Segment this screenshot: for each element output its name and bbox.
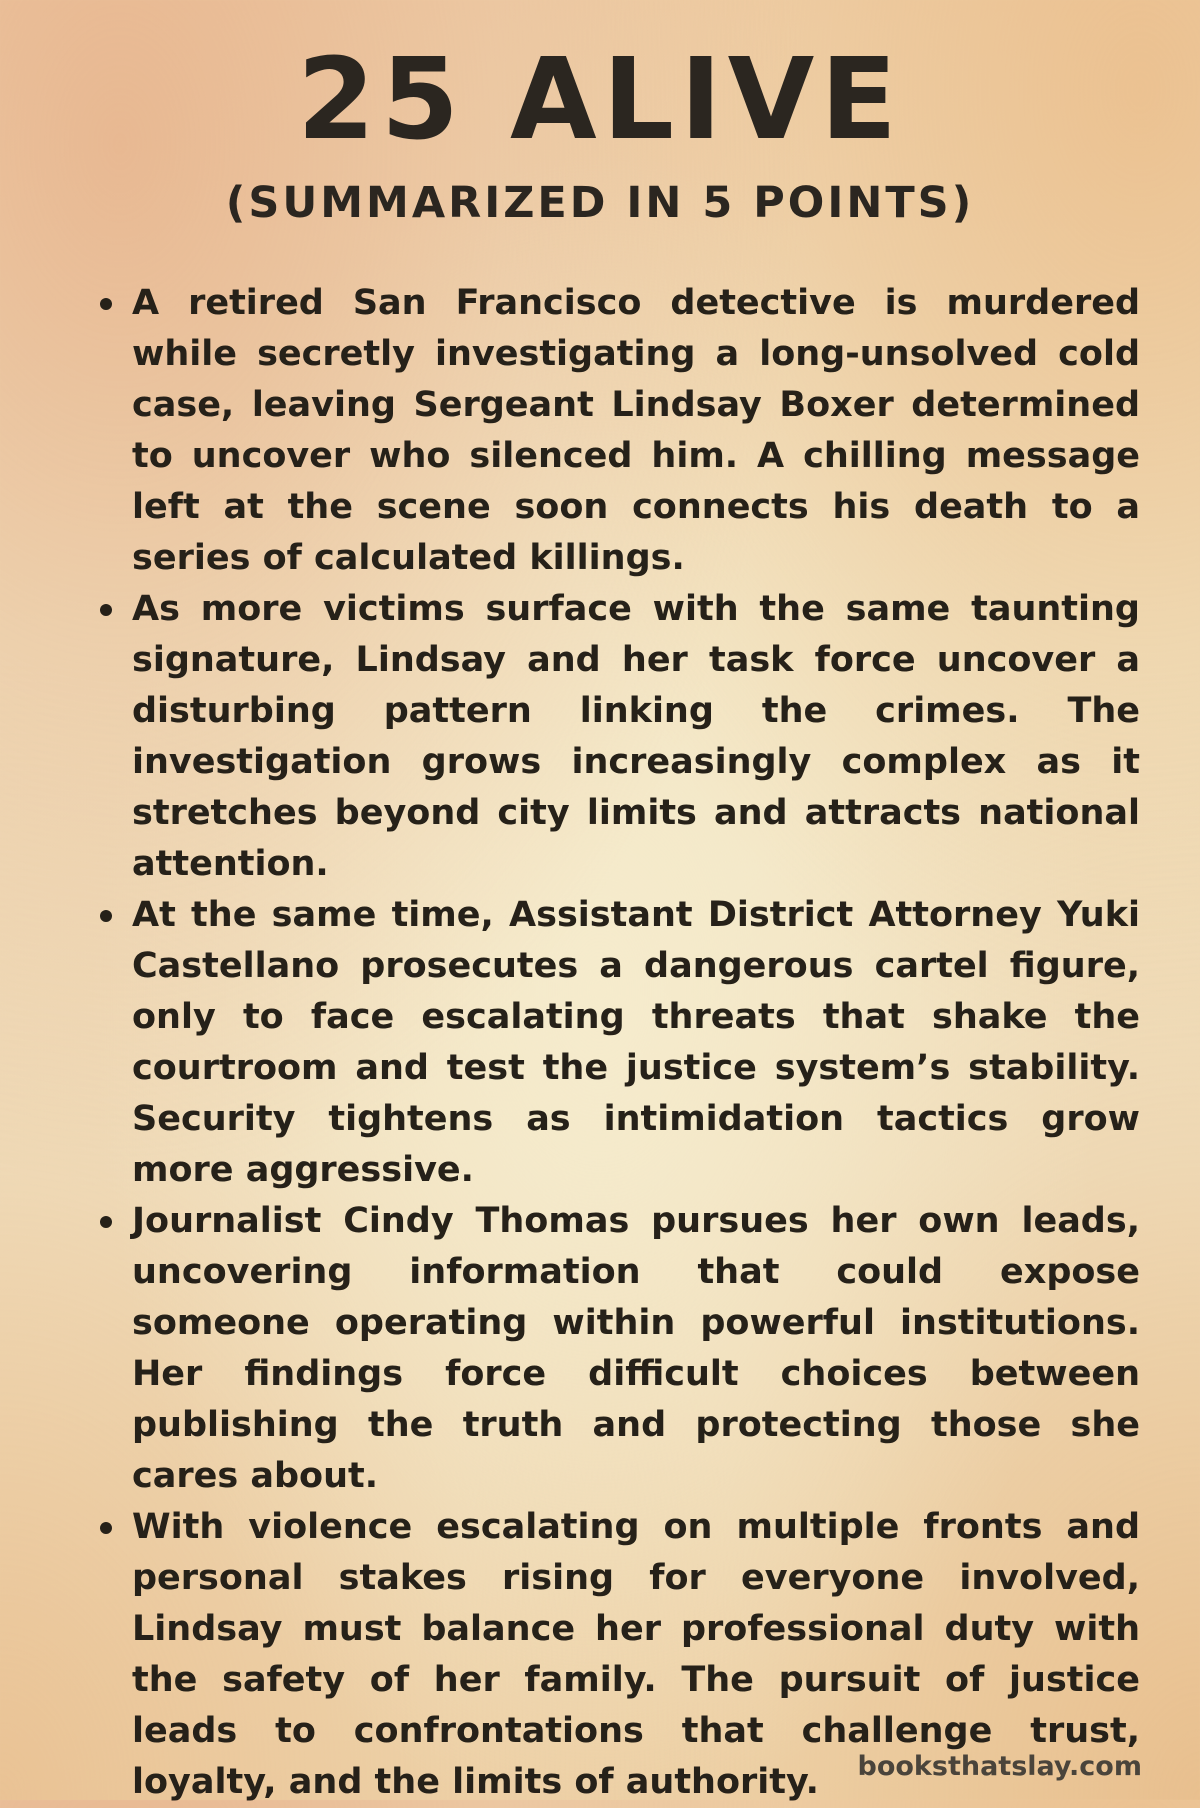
summary-point-2 (96, 584, 1140, 890)
summary-point-text: At the same time, Assistant District Attorney Yuki Castellano prosecutes a dangerous cartel figure, only to face escalating threats that shake the courtroom and test the justice system’s stability. Security tightens as intimidation tactics grow more aggressive. (132, 895, 1140, 1190)
site-credit: booksthatslay.com (857, 1751, 1142, 1782)
summary-point-3 (96, 890, 1140, 1196)
page-subtitle: (SUMMARIZED IN 5 POINTS) (225, 178, 975, 228)
summary-point-text: Journalist Cindy Thomas pursues her own leads, uncovering information that could expose someone operating within powerful institutions. Her findings force difficult choices between publishing the truth and protecting those she cares about. (132, 1201, 1140, 1496)
page-title: 25 ALIVE (297, 35, 903, 165)
summary-points-list (96, 278, 1140, 1808)
bullet-icon (100, 604, 112, 616)
bullet-icon (100, 1522, 112, 1534)
bullet-icon (100, 1216, 112, 1228)
summary-point-text: As more victims surface with the same taunting signature, Lindsay and her task force uncover a disturbing pattern linking the crimes. The investigation grows increasingly complex as it stretches beyond city limits and attracts national attention. (132, 589, 1140, 884)
bullet-icon (100, 298, 112, 310)
bullet-icon (100, 910, 112, 922)
summary-point-text: With violence escalating on multiple fronts and personal stakes rising for everyone involved, Lindsay must balance her professional duty with the safety of her family. The pursuit of justice leads to confrontations that challenge trust, loyalty, and the limits of authority. (132, 1507, 1140, 1802)
summary-point-text: A retired San Francisco detective is murdered while secretly investigating a long-unsolved cold case, leaving Sergeant Lindsay Boxer determined to uncover who silenced him. A chilling message left at the scene soon connects his death to a series of calculated killings. (132, 283, 1140, 578)
summary-point-1 (96, 278, 1140, 584)
summary-point-4 (96, 1196, 1140, 1502)
